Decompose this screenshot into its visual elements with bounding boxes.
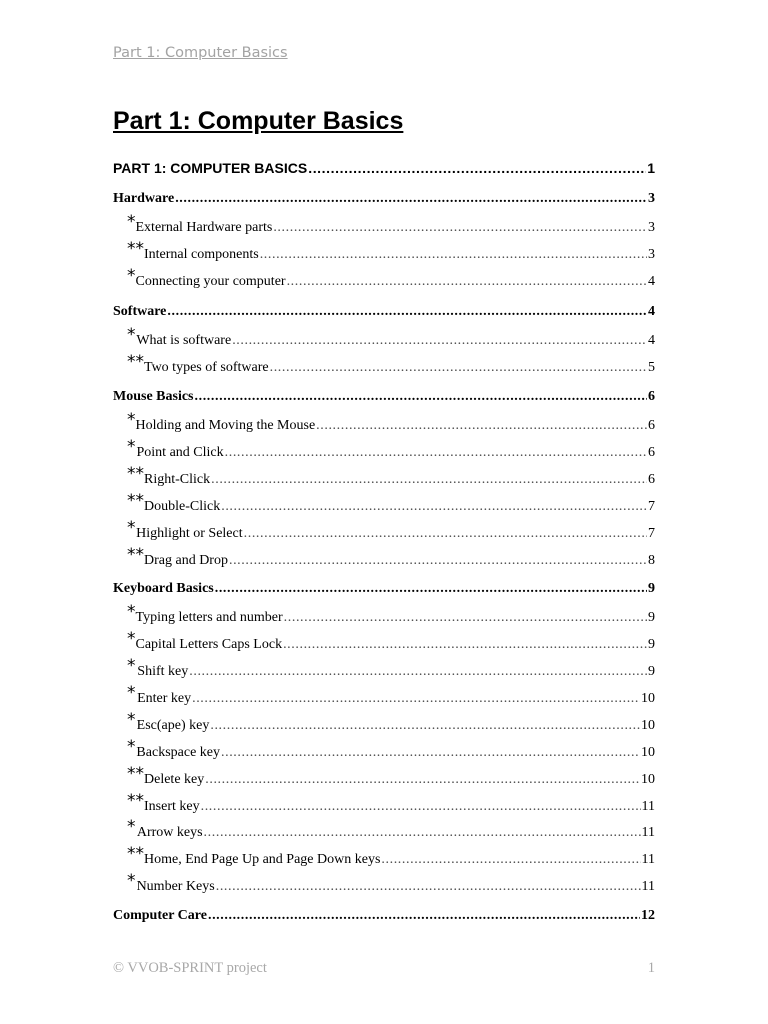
toc-page-number: 6 bbox=[648, 418, 655, 433]
toc-entry[interactable] bbox=[113, 410, 655, 434]
toc-bullet: * bbox=[127, 710, 136, 730]
footer-page-number: 1 bbox=[647, 960, 655, 976]
toc-entry-label: Delete key bbox=[144, 772, 205, 787]
toc-entry[interactable] bbox=[113, 581, 655, 601]
toc-dot-leader bbox=[205, 772, 640, 788]
footer-copyright: © VVOB-SPRINT project bbox=[113, 960, 267, 976]
toc-bullet: ** bbox=[127, 352, 144, 372]
toc-entry-label: Enter key bbox=[137, 691, 192, 706]
toc-dot-leader bbox=[189, 664, 647, 680]
toc-dot-leader bbox=[208, 908, 640, 924]
toc-entry-label: Holding and Moving the Mouse bbox=[135, 418, 316, 433]
toc-page-number: 3 bbox=[648, 220, 655, 235]
toc-dot-leader bbox=[210, 718, 640, 734]
toc-entry[interactable] bbox=[113, 304, 655, 324]
toc-page-number: 10 bbox=[641, 718, 655, 733]
toc-page-number: 11 bbox=[641, 825, 655, 840]
toc-bullet: ** bbox=[127, 491, 144, 511]
toc-dot-leader bbox=[225, 445, 647, 461]
toc-page-number: 4 bbox=[648, 304, 655, 319]
toc-entry-label: PART 1: COMPUTER BASICS bbox=[113, 160, 308, 176]
toc-bullet: ** bbox=[127, 545, 144, 565]
toc-entry[interactable] bbox=[113, 160, 655, 180]
toc-dot-leader bbox=[270, 360, 647, 376]
toc-page-number: 7 bbox=[648, 526, 655, 541]
toc-entry[interactable] bbox=[113, 352, 655, 376]
toc-dot-leader bbox=[201, 799, 641, 815]
toc-page-number: 3 bbox=[648, 247, 655, 262]
toc-entry[interactable] bbox=[113, 629, 655, 653]
toc-entry[interactable] bbox=[113, 602, 655, 626]
toc-dot-leader bbox=[244, 526, 647, 542]
toc-bullet: ** bbox=[127, 764, 144, 784]
toc-entry-label: Shift key bbox=[137, 664, 189, 679]
toc-bullet: * bbox=[127, 871, 136, 891]
toc-entry-label: Number Keys bbox=[136, 879, 215, 894]
toc-dot-leader bbox=[381, 852, 640, 868]
toc-entry-label: Home, End Page Up and Page Down keys bbox=[144, 852, 381, 867]
toc-page-number: 3 bbox=[648, 191, 655, 206]
toc-bullet: * bbox=[127, 737, 136, 757]
toc-dot-leader bbox=[215, 581, 647, 597]
toc-entry[interactable] bbox=[113, 817, 655, 841]
toc-page-number: 10 bbox=[641, 745, 655, 760]
toc-page-number: 10 bbox=[641, 772, 655, 787]
toc-entry-label: External Hardware parts bbox=[135, 220, 273, 235]
toc-bullet: ** bbox=[127, 844, 144, 864]
toc-bullet: * bbox=[127, 602, 136, 622]
toc-entry-label: What is software bbox=[136, 333, 232, 348]
toc-entry[interactable] bbox=[113, 791, 655, 815]
toc-entry-label: Double-Click bbox=[144, 499, 221, 514]
toc-page-number: 9 bbox=[648, 610, 655, 625]
toc-page-number: 6 bbox=[648, 389, 655, 404]
toc-dot-leader bbox=[260, 247, 647, 263]
toc-entry-label: Highlight or Select bbox=[136, 526, 243, 541]
toc-entry-label: Hardware bbox=[113, 191, 175, 206]
toc-entry-label: Capital Letters Caps Lock bbox=[135, 637, 283, 652]
toc-entry-label: Arrow keys bbox=[136, 825, 203, 840]
toc-entry-label: Backspace key bbox=[136, 745, 220, 760]
toc-dot-leader bbox=[167, 304, 647, 320]
toc-entry[interactable] bbox=[113, 737, 655, 761]
toc-bullet: * bbox=[127, 817, 136, 837]
toc-page-number: 4 bbox=[648, 274, 655, 289]
toc-entry[interactable] bbox=[113, 871, 655, 895]
toc-bullet: * bbox=[127, 266, 136, 286]
toc-entry[interactable] bbox=[113, 518, 655, 542]
toc-entry[interactable] bbox=[113, 710, 655, 734]
toc-entry[interactable] bbox=[113, 464, 655, 488]
toc-dot-leader bbox=[216, 879, 641, 895]
toc-entry[interactable] bbox=[113, 491, 655, 515]
toc-entry-label: Connecting your computer bbox=[135, 274, 286, 289]
toc-page-number: 9 bbox=[648, 664, 655, 679]
toc-dot-leader bbox=[232, 333, 647, 349]
toc-page-number: 11 bbox=[641, 852, 655, 867]
toc-dot-leader bbox=[316, 418, 647, 434]
toc-entry-label: Right-Click bbox=[144, 472, 211, 487]
toc-bullet: * bbox=[127, 325, 136, 345]
toc-entry-label: Point and Click bbox=[136, 445, 224, 460]
toc-page-number: 12 bbox=[641, 908, 655, 923]
table-of-contents bbox=[113, 0, 655, 1024]
toc-entry[interactable] bbox=[113, 437, 655, 461]
toc-dot-leader bbox=[283, 637, 647, 653]
toc-page-number: 5 bbox=[648, 360, 655, 375]
toc-bullet: * bbox=[127, 212, 136, 232]
toc-entry-label: Software bbox=[113, 304, 167, 319]
toc-entry-label: Typing letters and number bbox=[135, 610, 283, 625]
toc-bullet: * bbox=[127, 410, 136, 430]
toc-entry[interactable] bbox=[113, 239, 655, 263]
toc-dot-leader bbox=[308, 160, 646, 176]
toc-bullet: * bbox=[127, 629, 136, 649]
toc-page-number: 11 bbox=[641, 799, 655, 814]
toc-entry-label: Insert key bbox=[144, 799, 200, 814]
toc-dot-leader bbox=[229, 553, 647, 569]
toc-entry-label: Mouse Basics bbox=[113, 389, 194, 404]
toc-bullet: ** bbox=[127, 791, 144, 811]
toc-bullet: ** bbox=[127, 239, 144, 259]
running-header: Part 1: Computer Basics bbox=[113, 45, 288, 61]
toc-dot-leader bbox=[221, 745, 640, 761]
toc-entry-label: Two types of software bbox=[144, 360, 269, 375]
toc-dot-leader bbox=[284, 610, 647, 626]
toc-page-number: 9 bbox=[648, 581, 655, 596]
toc-page-number: 1 bbox=[647, 160, 655, 176]
toc-entry-label: Keyboard Basics bbox=[113, 581, 214, 596]
toc-entry[interactable] bbox=[113, 212, 655, 236]
toc-entry-label: Esc(ape) key bbox=[136, 718, 210, 733]
toc-page-number: 10 bbox=[641, 691, 655, 706]
toc-bullet: ** bbox=[127, 464, 144, 484]
toc-dot-leader bbox=[195, 389, 648, 405]
toc-entry[interactable] bbox=[113, 844, 655, 868]
toc-page-number: 8 bbox=[648, 553, 655, 568]
toc-page-number: 9 bbox=[648, 637, 655, 652]
toc-entry[interactable] bbox=[113, 266, 655, 290]
toc-entry[interactable] bbox=[113, 908, 655, 928]
toc-bullet: * bbox=[127, 437, 136, 457]
toc-bullet: * bbox=[127, 518, 136, 538]
toc-page-number: 7 bbox=[648, 499, 655, 514]
toc-page-number: 4 bbox=[648, 333, 655, 348]
toc-dot-leader bbox=[192, 691, 640, 707]
toc-entry[interactable] bbox=[113, 325, 655, 349]
toc-entry[interactable] bbox=[113, 656, 655, 680]
toc-bullet: * bbox=[127, 656, 136, 676]
toc-entry[interactable] bbox=[113, 545, 655, 569]
toc-dot-leader bbox=[287, 274, 647, 290]
toc-page-number: 6 bbox=[648, 472, 655, 487]
toc-entry-label: Computer Care bbox=[113, 908, 207, 923]
toc-dot-leader bbox=[211, 472, 647, 488]
toc-entry[interactable] bbox=[113, 389, 655, 409]
toc-bullet: * bbox=[127, 683, 136, 703]
toc-entry[interactable] bbox=[113, 191, 655, 211]
toc-dot-leader bbox=[175, 191, 647, 207]
toc-dot-leader bbox=[204, 825, 641, 841]
toc-page-number: 6 bbox=[648, 445, 655, 460]
toc-dot-leader bbox=[221, 499, 647, 515]
toc-entry-label: Drag and Drop bbox=[144, 553, 228, 568]
toc-entry[interactable] bbox=[113, 764, 655, 788]
toc-entry[interactable] bbox=[113, 683, 655, 707]
toc-entry-label: Internal components bbox=[144, 247, 259, 262]
toc-dot-leader bbox=[273, 220, 647, 236]
document-title: Part 1: Computer Basics bbox=[113, 107, 404, 135]
toc-page-number: 11 bbox=[641, 879, 655, 894]
